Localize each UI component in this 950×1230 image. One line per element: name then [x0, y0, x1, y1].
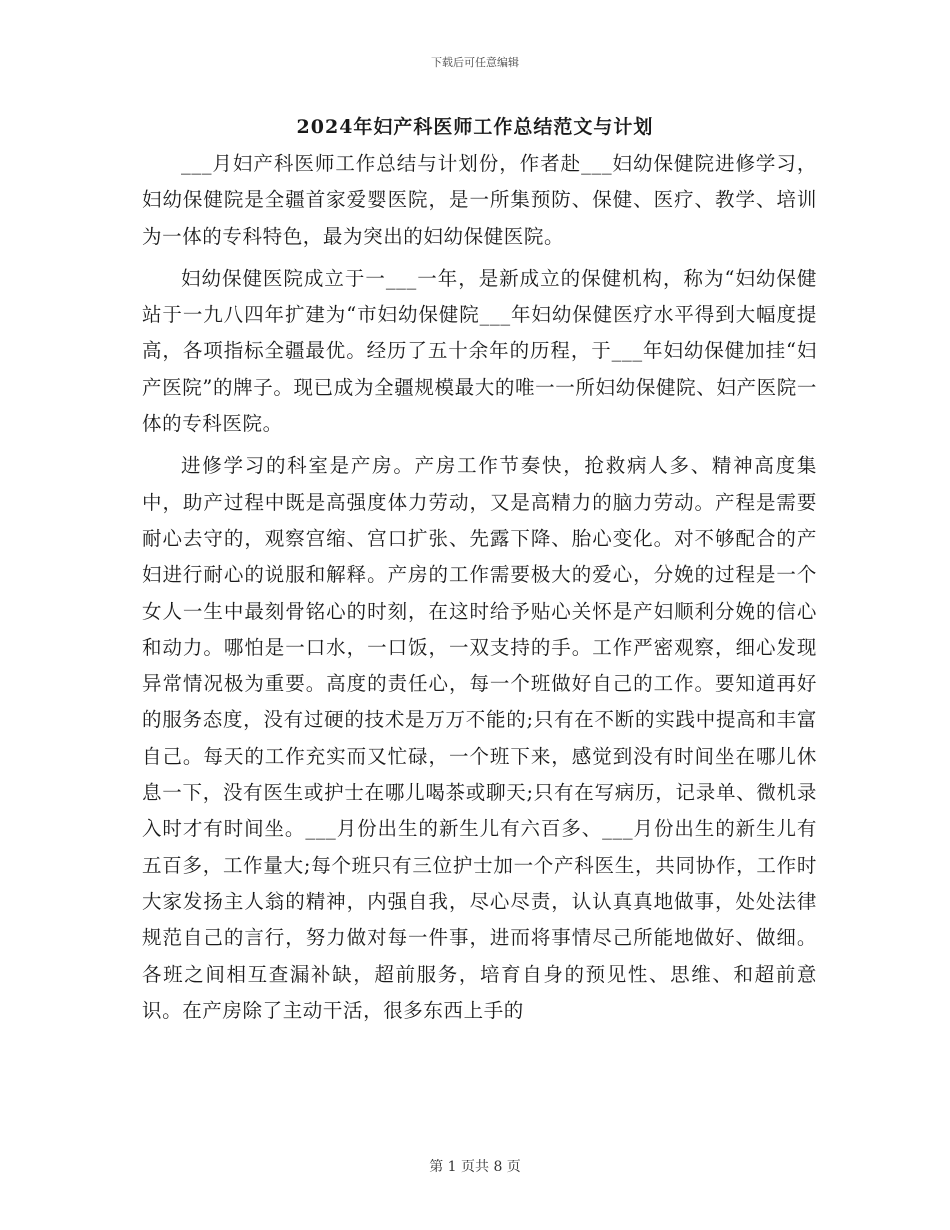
page-footer: 第 1 页共 8 页 [429, 1159, 521, 1175]
paragraph: 进修学习的科室是产房。产房工作节奏快，抢救病人多、精神高度集中，助产过程中既是高强度体力劳动，又是高精力的脑力劳动。产程是需要耐心去守的，观察宫缩、宫口扩张、先露下降、胎心变化。对不够配合的产妇进行耐心的说服和解释。产房的工作需要极大的爱心，分娩的过程是一个女人一生中最刻骨铭心的时刻，在这时给予贴心关怀是产妇顺利分娩的信心和动力。哪怕是一口水，一口饭，一双支持的手。工作严密观察，细心发现异常情况极为重要。高度的责任心，每一个班做好自己的工作。要知道再好的服务态度，没有过硬的技术是万万不能的;只有在不断的实践中提高和丰富自己。每天的工作充实而又忙碌，一个班下来，感觉到没有时间坐在哪儿休息一下，没有医生或护士在哪儿喝茶或聊天;只有在写病历，记录单、微机录入时才有时间坐。___月份出生的新生儿有六百多、___月份出生的新生儿有五百多，工作量大;每个班只有三位护士加一个产科医生，共同协作，工作时大家发扬主人翁的精神，内强自我，尽心尽责，认认真真地做事，处处法律规范自己的言行，努力做对每一件事，进而将事情尽己所能地做好、做细。各班之间相互查漏补缺，超前服务，培育自身的预见性、思维、和超前意识。在产房除了主动干活，很多东西上手的 [142, 454, 817, 1022]
document-body [142, 146, 817, 1035]
header-note: 下载后可任意编辑 [431, 56, 519, 69]
paragraph: ___月妇产科医师工作总结与计划份，作者赴___妇幼保健院进修学习，妇幼保健院是全疆首家爱婴医院，是一所集预防、保健、医疗、教学、培训为一体的专科特色，最为突出的妇幼保健医院。 [142, 152, 817, 248]
paragraph: 妇幼保健医院成立于一___一年，是新成立的保健机构，称为“妇幼保健站于一九八四年扩建为“市妇幼保健院___年妇幼保健医疗水平得到大幅度提高，各项指标全疆最优。经历了五十余年的历程，于___年妇幼保健加挂“妇产医院”的牌子。现已成为全疆规模最大的唯一一所妇幼保健院、妇产医院一体的专科医院。 [142, 266, 817, 436]
document-title: 2024年妇产科医师工作总结范文与计划 [296, 116, 654, 138]
